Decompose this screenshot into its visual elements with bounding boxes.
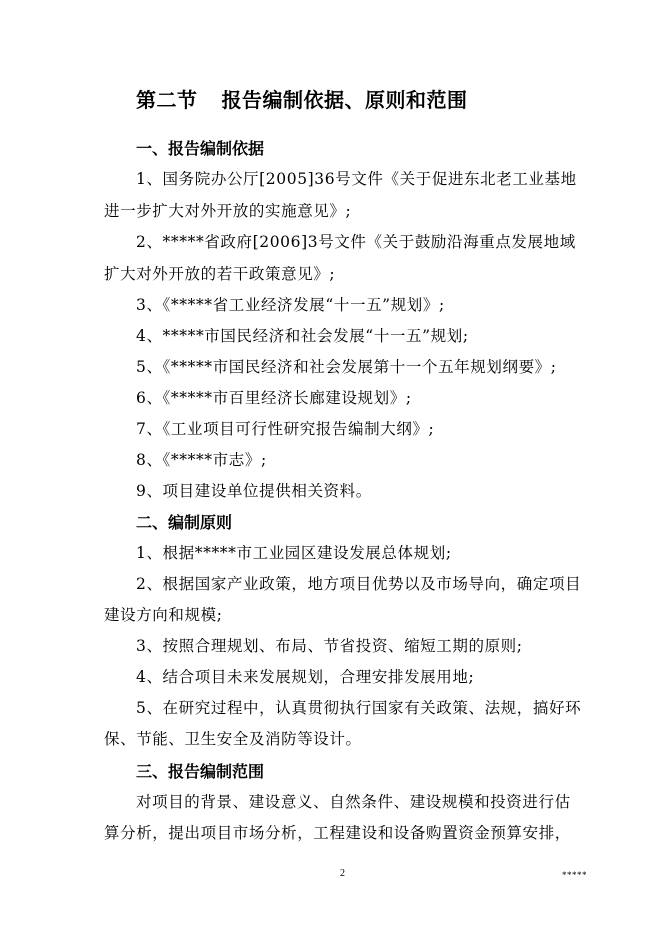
- scope-line-1: 对项目的背景、建设意义、自然条件、建设规模和投资进行估: [136, 793, 571, 811]
- principle-line-4: 4、结合项目未来发展规划，合理安排发展用地;: [136, 668, 475, 686]
- basis-line-7: 7、《工业项目可行性研究报告编制大纲》;: [136, 420, 435, 438]
- basis-line-3: 3、《*****省工业经济发展“十一五”规划》;: [136, 296, 445, 314]
- basis-line-2: 2、*****省政府[2006]3号文件《关于鼓励沿海重点发展地域: [136, 233, 576, 251]
- basis-line-8: 8、《*****市志》;: [136, 451, 267, 469]
- basis-line-2-cont: 扩大对外开放的若干政策意见》;: [104, 265, 336, 283]
- scope-line-2: 算分析，提出项目市场分析，工程建设和设备购置资金预算安排，: [104, 824, 571, 842]
- principle-line-1: 1、根据*****市工业园区建设发展总体规划;: [136, 544, 452, 562]
- footer-mark: *****: [562, 870, 587, 880]
- principle-line-5-cont: 保、节能、卫生安全及消防等设计。: [104, 730, 362, 748]
- page-title: [136, 84, 468, 113]
- principle-line-2: 2、根据国家产业政策，地方项目优势以及市场导向，确定项目: [136, 575, 582, 593]
- heading-principles: 二、编制原则: [136, 513, 233, 532]
- basis-line-9: 9、项目建设单位提供相关资料。: [136, 482, 372, 500]
- heading-scope: 三、报告编制范围: [136, 762, 265, 781]
- basis-line-4: 4、*****市国民经济和社会发展“十一五”规划;: [136, 327, 469, 345]
- principle-line-2-cont: 建设方向和规模;: [104, 606, 223, 624]
- section-title: 报告编制依据、原则和范围: [221, 88, 468, 112]
- page-number: 2: [340, 868, 345, 879]
- basis-line-1-cont: 进一步扩大对外开放的实施意见》;: [104, 202, 352, 220]
- section-number: 第二节: [136, 88, 198, 112]
- principle-line-5: 5、在研究过程中，认真贯彻执行国家有关政策、法规，搞好环: [136, 699, 582, 717]
- basis-line-5: 5、《*****市国民经济和社会发展第十一个五年规划纲要》;: [136, 358, 557, 376]
- heading-basis: 一、报告编制依据: [136, 139, 265, 158]
- basis-line-6: 6、《*****市百里经济长廊建设规划》;: [136, 389, 412, 407]
- principle-line-3: 3、按照合理规划、布局、节省投资、缩短工期的原则;: [136, 637, 523, 655]
- basis-line-1: 1、国务院办公厅[2005]36号文件《关于促进东北老工业基地: [136, 170, 577, 188]
